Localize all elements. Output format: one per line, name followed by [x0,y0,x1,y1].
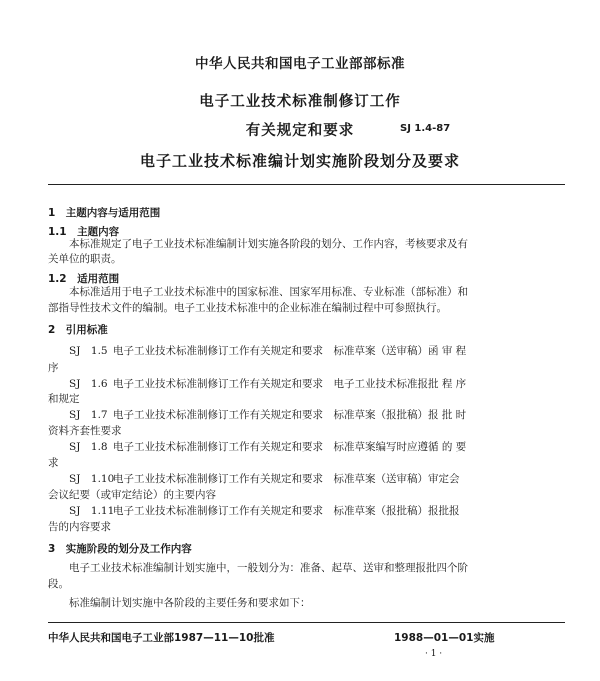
reference-text-cont: 和规定 [48,393,80,405]
reference-code: SJ 1.11 [69,505,115,517]
effective-date: 1988—01—01实施 [394,632,495,644]
section-1-2-text-b: 部指导性技术文件的编制。电子工业技术标准中的企业标准在编制过程中可参照执行。 [48,302,447,314]
reference-code: SJ 1.6 [69,378,108,390]
reference-text: 电子工业技术标准制修订工作有关规定和要求 标准草案编写时应遵循 的 要 [113,441,467,453]
page-number: · 1 · [425,649,443,659]
reference-text: 电子工业技术标准制修订工作有关规定和要求 标准草案（送审稿）函 审 程 [113,345,467,357]
reference-code: SJ 1.7 [69,409,108,421]
section-3-text-c: 标准编制计划实施中各阶段的主要任务和要求如下： [69,597,311,609]
section-1-1-title: 1.1 主题内容 [48,226,120,238]
reference-text-cont: 会议纪要（或审定结论）的主要内容 [48,489,216,501]
reference-text: 电子工业技术标准制修订工作有关规定和要求 标准草案（报批稿）报 批 时 [113,409,467,421]
reference-text-cont: 求 [48,457,59,469]
reference-code: SJ 1.8 [69,441,108,453]
title-line-2: 有关规定和要求 [245,123,355,139]
reference-text: 电子工业技术标准制修订工作有关规定和要求 电子工业技术标准报批 程 序 [113,378,467,390]
reference-text-cont: 资料齐套性要求 [48,425,122,437]
subtitle: 电子工业技术标准编计划实施阶段划分及要求 [139,152,460,170]
section-2-title: 2 引用标准 [48,324,108,336]
title-line-1: 电子工业技术标准制修订工作 [199,94,401,110]
header-divider [48,184,565,185]
section-3-title: 3 实施阶段的划分及工作内容 [48,543,192,555]
section-1-2-text-a: 本标准适用于电子工业技术标准中的国家标准、国家军用标准、专业标准（部标准）和 [69,286,468,298]
section-1-1-text-b: 关单位的职责。 [48,253,122,265]
reference-text: 电子工业技术标准制修订工作有关规定和要求 标准草案（报批稿）报批报 [113,505,460,517]
standard-code: SJ 1.4-87 [400,123,451,134]
reference-code: SJ 1.10 [69,473,115,485]
section-3-text-b: 段。 [48,578,69,590]
reference-code: SJ 1.5 [69,345,108,357]
org-title: 中华人民共和国电子工业部部标准 [195,56,405,72]
reference-text-cont: 告的内容要求 [48,521,111,533]
approval-line: 中华人民共和国电子工业部1987—11—10批准 [48,632,275,644]
section-1-title: 1 主题内容与适用范围 [48,207,161,219]
section-3-text-a: 电子工业技术标准编制计划实施中，一般划分为：准备、起草、送审和整理报批四个阶 [69,562,468,574]
section-1-2-title: 1.2 适用范围 [48,273,120,285]
section-1-1-text-a: 本标准规定了电子工业技术标准编制计划实施各阶段的划分、工作内容，考核要求及有 [69,238,468,250]
footer-divider [48,622,565,623]
reference-text-cont: 序 [48,362,59,374]
reference-text: 电子工业技术标准制修订工作有关规定和要求 标准草案（送审稿）审定会 [113,473,460,485]
